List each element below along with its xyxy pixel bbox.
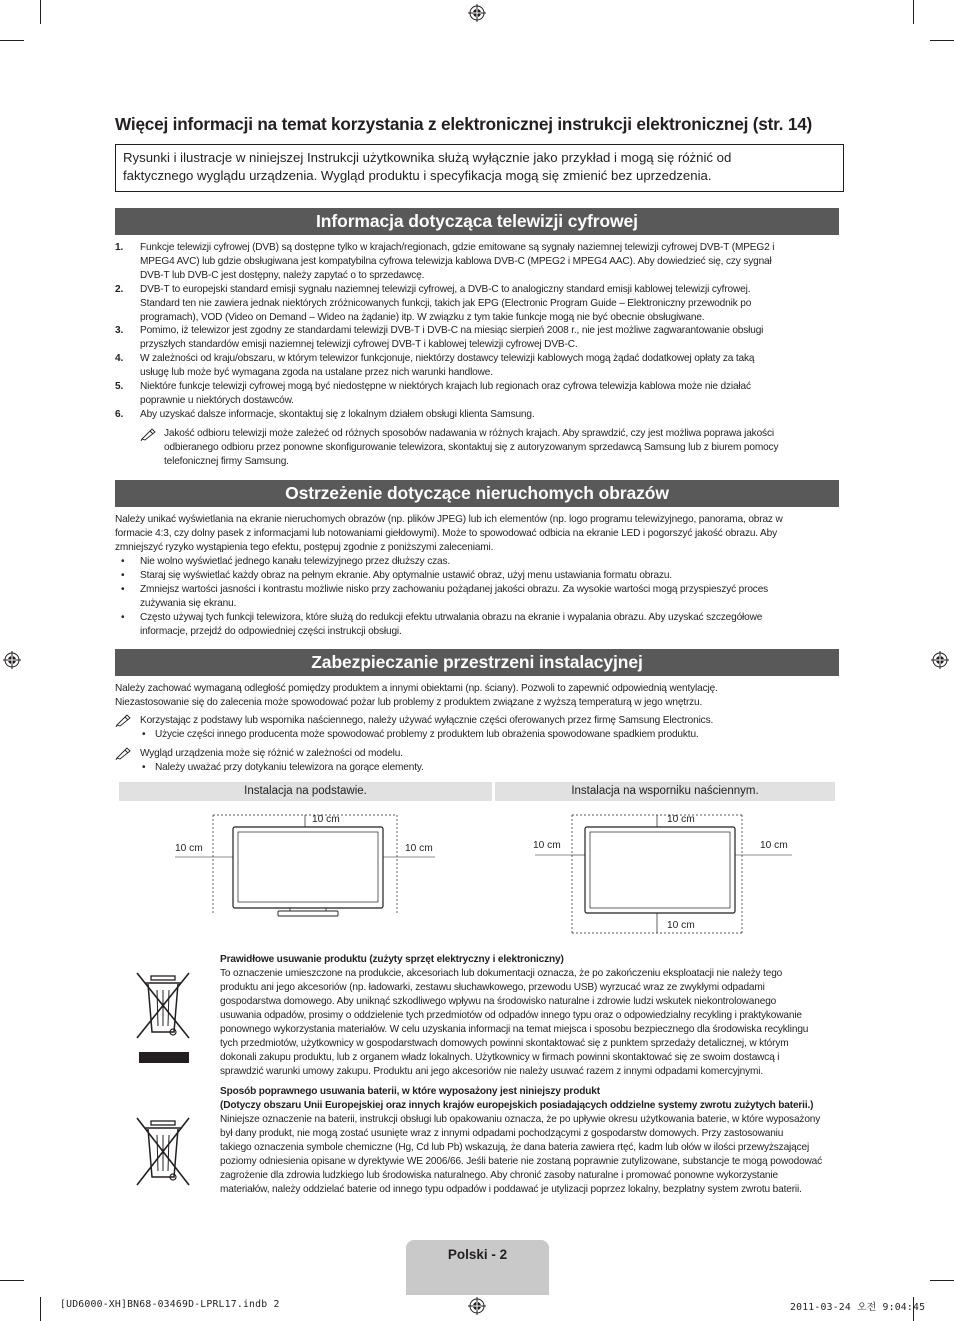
- print-timestamp: 2011-03-24 오전 9:04:45: [790, 1302, 926, 1313]
- registration-mark-icon: [931, 651, 949, 669]
- section-heading-digital-tv: Informacja dotycząca telewizji cyfrowej: [115, 208, 839, 235]
- still-image-intro: [115, 513, 837, 555]
- clearance-top-label: 10 cm: [667, 814, 695, 825]
- item-number: 2.: [115, 284, 124, 295]
- list-item: [140, 728, 840, 742]
- note-pencil-icon: [115, 746, 133, 760]
- disposal-title: Prawidłowe usuwanie produktu (zużyty sprzęt elektryczny i elektroniczny): [220, 954, 564, 965]
- battery-line: takiego oznaczenia symbole chemiczne (Hg, Cd lub Pb) wskazują, że dana bateria zawiera rtęć, kadm lub ołów w ilości przewyższającej: [220, 1142, 810, 1153]
- clearance-right-label: 10 cm: [405, 843, 433, 854]
- item-line: DVB-T lub DVB-C jest dostępny, należy zapytać o to sprzedawcę.: [140, 270, 425, 281]
- battery-line: Niniejsze oznaczenie na baterii, instrukcji obsługi lub opakowaniu oznacza, że po upływie okresu użytkowania baterie, w które wyposażony: [220, 1114, 821, 1125]
- clearance-bottom-label: 10 cm: [667, 920, 695, 931]
- note-line: telefonicznej firmy Samsung.: [164, 456, 289, 467]
- list-item: [115, 324, 825, 352]
- list-item: [115, 569, 835, 583]
- disposal-line: ponownego wykorzystania materiałów. W celu uzyskania informacji na temat miejsca i sposobu bezpiecznego dla środowiska recyklingu: [220, 1024, 809, 1035]
- crossed-battery-bin-icon: [135, 1115, 191, 1190]
- item-line: zużywania się ekranu.: [140, 598, 237, 609]
- item-number: 4.: [115, 353, 124, 364]
- crop-mark: [0, 1280, 24, 1281]
- note-line: Jakość odbioru telewizji może zależeć od różnych sposobów nadawania w różnych krajach. Aby sprawdzić, czy jest możliwa poprawa jakości: [164, 428, 774, 439]
- intro-line: Należy unikać wyświetlania na ekranie nieruchomych obrazów (np. plików JPEG) lub ich elementów (np. logo programu telewizyjnego, panorama, obraz w: [115, 514, 783, 525]
- clearance-right-label: 10 cm: [760, 840, 788, 851]
- note-pencil-icon: [115, 713, 133, 727]
- item-line: Nie wolno wyświetlać jednego kanału telewizyjnego przez dłuższy czas.: [140, 556, 451, 567]
- disposal-line: dokonali zakupu produktu, lub z organem władz lokalnych. Użytkownicy w firmach powinni skontaktować się ze swoim dostawcą i: [220, 1052, 780, 1063]
- item-line: programach), VOD (Video on Demand – Wideo na żądanie) itp. W związku z tym takie funkcje mogą nie być obecnie obsługiwane.: [140, 312, 705, 323]
- notice-line: faktycznego wyglądu urządzenia. Wygląd produktu i specyfikacja mogą się zmienić bez uprzedzenia.: [123, 168, 712, 183]
- item-line: Pomimo, iż telewizor jest zgodny ze standardami telewizji DVB-T i DVB-C na miesiąc sierpień 2008 r., nie jest możliwe zagwarantowanie obsługi: [140, 325, 764, 336]
- section-heading-still-image: Ostrzeżenie dotyczące nieruchomych obrazów: [115, 480, 839, 507]
- item-line: informacje, przejdź do odpowiedniej części instrukcji obsługi.: [140, 626, 402, 637]
- item-line: Aby uzyskać dalsze informacje, skontaktuj się z lokalnym działem obsługi klienta Samsung.: [140, 409, 535, 420]
- disposal-block: [220, 953, 840, 1079]
- section-heading-install-space: Zabezpieczanie przestrzeni instalacyjnej: [115, 649, 839, 676]
- item-number: 6.: [115, 409, 124, 420]
- crop-mark: [40, 0, 41, 24]
- disposal-line: tych przedmiotów, użytkownicy w gospodarstwach domowych powinni skontaktować się z punktem sprzedaży detalicznej, w którym: [220, 1038, 789, 1049]
- item-line: Zmniejsz wartości jasności i kontrastu możliwie nisko przy zachowaniu pożądanej jakości obrazu. Za wysokie wartości mogą przyspieszyć proces: [140, 584, 769, 595]
- intro-line: formacie 4:3, czy dolny pasek z informacjami lub notowaniami giełdowymi). Może to spowodować odbicia na ekranie LED i pogorszyć jakość obrazu. Aby: [115, 528, 777, 539]
- item-number: 1.: [115, 242, 124, 253]
- page-title: Więcej informacji na temat korzystania z elektronicznej instrukcji elektronicznej (str. 14): [115, 114, 813, 134]
- item-line: Często używaj tych funkcji telewizora, które służą do redukcji efektu utrwalania obrazu na ekranie i wypalania obrazu. Aby uzyskać szczegółowe: [140, 612, 763, 623]
- item-line: DVB-T to europejski standard emisji sygnału naziemnej telewizji cyfrowej, a DVB-C to analogiczny standard emisji kablowej telewizji cyfrowej.: [140, 284, 751, 295]
- registration-mark-icon: [468, 1297, 486, 1315]
- note-pencil-icon: [140, 427, 158, 441]
- list-item: [115, 611, 835, 639]
- clearance-left-label: 10 cm: [533, 840, 561, 851]
- list-item: [115, 241, 825, 283]
- list-item: [115, 555, 835, 569]
- item-number: 3.: [115, 325, 124, 336]
- disposal-line: produktu ani jego akcesoriów (np. ładowarki, zestawu słuchawkowego, przewodu USB) wyrzucać wraz ze zwykłymi odpadami: [220, 982, 765, 993]
- print-file-slug: [UD6000-XH]BN68-03469D-LPRL17.indb 2: [60, 1299, 280, 1310]
- crop-mark: [930, 40, 954, 41]
- item-line: W zależności od kraju/obszaru, w którym telewizor funkcjonuje, niektórzy dostawcy telewizji kablowych mogą żądać dodatkowej opłaty za taką: [140, 353, 755, 364]
- crop-mark: [40, 1297, 41, 1321]
- stand-install-label: Instalacja na podstawie.: [119, 782, 492, 801]
- item-number: 5.: [115, 381, 124, 392]
- item-line: MPEG4 AVC) lub gdzie obsługiwana jest kompatybilna cyfrowa telewizja kablowa DVB-C (MPEG2 i MPEG4 AAC). Aby dowiedzieć się, czy sygnał: [140, 256, 772, 267]
- disposal-line: sprawdzić warunki umowy zakupu. Produktu ani jego akcesoriów nie należy usuwać razem z innymi odpadami komercyjnymi.: [220, 1066, 764, 1077]
- page-number: Polski - 2: [447, 1247, 508, 1262]
- crop-mark: [913, 0, 914, 24]
- item-line: przyszłych standardów emisji naziemnej telewizji cyfrowej DVB-T i kablowej telewizji cyfrowej DVB-C.: [140, 339, 578, 350]
- disposal-line: usuwania odpadów, prosimy o oddzielenie tych przedmiotów od odpadów innego typu oraz o odpowiedzialny recykling i praktykowanie: [220, 1010, 802, 1021]
- registration-mark-icon: [468, 4, 486, 22]
- intro-line: Niezastosowanie się do zalecenia może spowodować pożar lub problemy z produktem związane z wyższą temperaturą w jego wnętrzu.: [115, 697, 703, 708]
- item-line: Należy uważać przy dotykaniu telewizora na gorące elementy.: [155, 762, 424, 773]
- intro-line: zmniejszyć ryzyko wystąpienia tego efektu, postępuj zgodnie z poniższymi zaleceniami.: [115, 542, 494, 553]
- disposal-line: To oznaczenie umieszczone na produkcie, akcesoriach lub dokumentacji oznacza, że po zakończeniu eksploatacji nie należy tego: [220, 968, 783, 979]
- crop-mark: [0, 40, 24, 41]
- note-text: [164, 427, 854, 469]
- note-text: Korzystając z podstawy lub wspornika naściennego, należy używać wyłącznie części oferowanych przez firmę Samsung Electronics.: [140, 715, 714, 726]
- battery-block: [220, 1085, 840, 1197]
- list-item: [115, 352, 825, 380]
- battery-line: materiałów, należy oddzielać baterie od innego typu odpadów i poddawać je utylizacji poprzez lokalny, bezpłatny system zwrotu baterii.: [220, 1184, 802, 1195]
- note-text: Wygląd urządzenia może się różnić w zależności od modelu.: [140, 748, 403, 759]
- item-line: Użycie części innego producenta może spowodować problemy z produktem lub obrażenia spowodowane spadkiem produktu.: [155, 729, 699, 740]
- battery-subtitle: (Dotyczy obszaru Unii Europejskiej oraz innych krajów europejskich posiadających oddzielne systemy zwrotu zużytych baterii.): [220, 1100, 814, 1111]
- wall-install-label: Instalacja na wsporniku naściennym.: [495, 782, 835, 801]
- bullet-icon: •: [142, 762, 146, 773]
- bullet-icon: •: [121, 556, 125, 567]
- intro-line: Należy zachować wymaganą odległość pomiędzy produktem a innymi obiektami (np. ściany). Pozwoli to zapewnić odpowiednią wentylację.: [115, 683, 718, 694]
- notice-box: [115, 144, 844, 192]
- list-item: [115, 283, 825, 325]
- install-intro: [115, 682, 837, 710]
- note-line: odbieranego odbioru przez ponowne skonfigurowanie telewizora, skontaktuj się z autoryzowanym sprzedawcą Samsung lub z biurem pomocy: [164, 442, 779, 453]
- item-line: poprawnie u niektórych dostawców.: [140, 395, 294, 406]
- bullet-icon: •: [121, 612, 125, 623]
- list-item: [115, 408, 825, 422]
- item-line: Standard ten nie zawiera jednak niektórych zróżnicowanych funkcji, takich jak EPG (Electronic Program Guide – Elektroniczny przewodnik po: [140, 298, 752, 309]
- list-item: [115, 583, 835, 611]
- notice-line: Rysunki i ilustracje w niniejszej Instrukcji użytkownika służą wyłącznie jako przykład i mogą się różnić od: [123, 150, 732, 165]
- battery-line: poziomy odniesienia opisane w dyrektywie WE 2006/66. Jeśli baterie nie zostaną poprawnie zutylizowane, substancje te mogą powodować: [220, 1156, 823, 1167]
- list-item: [115, 380, 825, 408]
- crop-mark: [930, 1280, 954, 1281]
- item-line: Niektóre funkcje telewizji cyfrowej mogą być niedostępne w niektórych krajach lub regionach oraz cyfrowa telewizja kablowa może nie działać: [140, 381, 751, 392]
- item-line: usługę lub może być wymagana zgoda na ustalane przez nich warunki handlowe.: [140, 367, 493, 378]
- crossed-bin-icon: [135, 970, 191, 1065]
- list-item: [140, 761, 840, 775]
- battery-line: zagrożenie dla zdrowia ludzkiego lub środowiska naturalnego. Aby chronić zasoby naturalne i promować ponowne wykorzystanie: [220, 1170, 778, 1181]
- bullet-icon: •: [121, 584, 125, 595]
- disposal-line: gospodarstwa domowego. Aby uniknąć szkodliwego wpływu na środowisko naturalne i zdrowie ludzi wskutek niekontrolowanego: [220, 996, 777, 1007]
- registration-mark-icon: [3, 651, 21, 669]
- bullet-icon: •: [142, 729, 146, 740]
- battery-line: był dany produkt, nie mogą zostać usunięte wraz z innymi odpadami pochodzącymi z gospodarstw domowych. Przy zastosowaniu: [220, 1128, 784, 1139]
- clearance-left-label: 10 cm: [175, 843, 203, 854]
- clearance-top-label: 10 cm: [312, 814, 340, 825]
- battery-title: Sposób poprawnego usuwania baterii, w które wyposażony jest niniejszy produkt: [220, 1086, 600, 1097]
- item-line: Funkcje telewizji cyfrowej (DVB) są dostępne tylko w krajach/regionach, gdzie emitowane są sygnały naziemnej telewizji cyfrowej DVB-T (MPEG2 i: [140, 242, 775, 253]
- item-line: Staraj się wyświetlać każdy obraz na pełnym ekranie. Aby optymalnie ustawić obraz, użyj menu ustawiania formatu obrazu.: [140, 570, 672, 581]
- bullet-icon: •: [121, 570, 125, 581]
